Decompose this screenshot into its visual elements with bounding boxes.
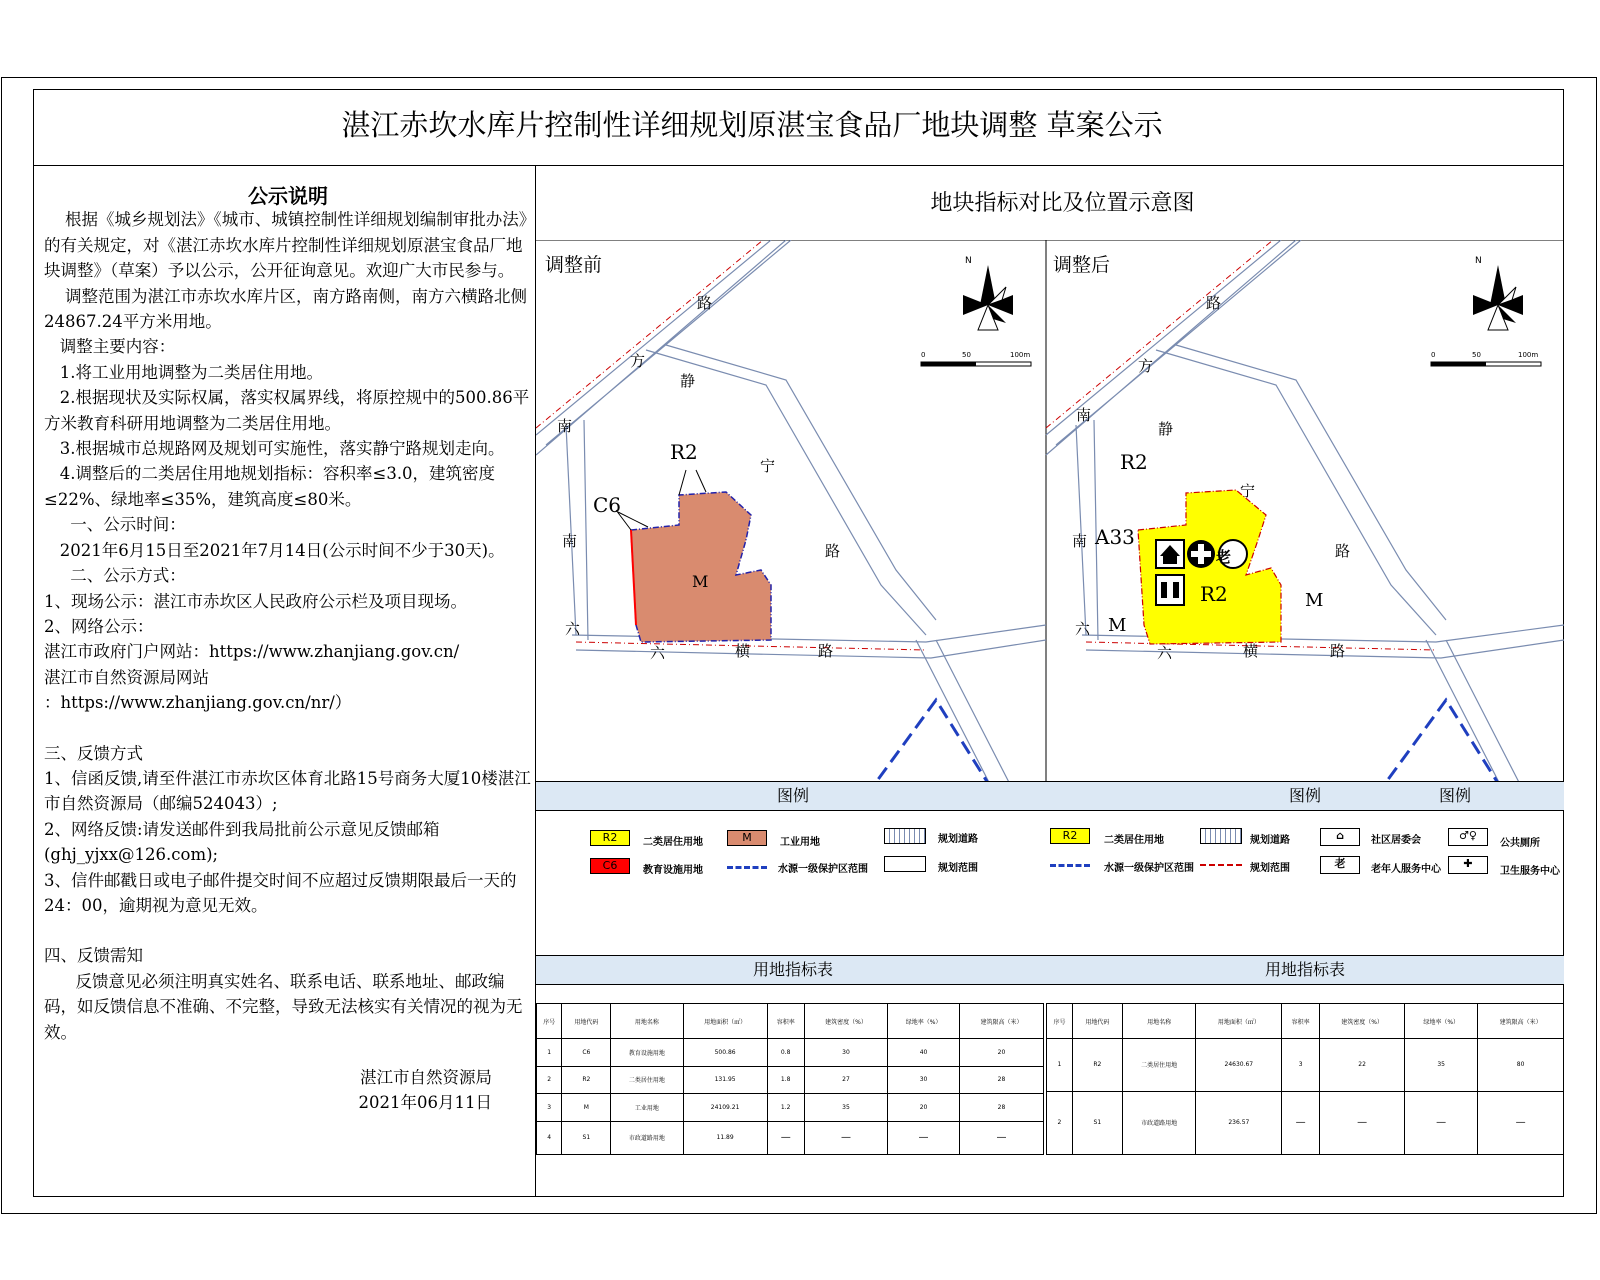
table-cell: 236.57 bbox=[1196, 1091, 1282, 1154]
map-before-label: 调整前 bbox=[545, 254, 603, 276]
road-char: 六 bbox=[1075, 620, 1091, 638]
table-cell: 30 bbox=[804, 1039, 887, 1067]
table-cell: C6 bbox=[562, 1039, 611, 1067]
table-cell: 22 bbox=[1320, 1039, 1405, 1092]
health-icon bbox=[1187, 540, 1215, 568]
right-section-title: 地块指标对比及位置示意图 bbox=[930, 191, 1195, 216]
table-header-cell: 用地名称 bbox=[611, 1004, 683, 1039]
notice-paragraph: 2.根据现状及实际权属，落实权属界线，将原控规中的500.86平方米教育科研用地调整为二类居住用地。 bbox=[44, 388, 530, 433]
notice-paragraph: 三、反馈方式 bbox=[44, 743, 143, 763]
zone-label: A33 bbox=[1095, 525, 1135, 549]
notice-paragraph: 2、网络公示： bbox=[44, 616, 154, 636]
table-cell: 3 bbox=[1282, 1039, 1320, 1092]
legend-swatch: R2 bbox=[590, 830, 630, 846]
table-cell: 1.8 bbox=[767, 1066, 804, 1094]
table-cell: 11.89 bbox=[683, 1121, 767, 1154]
notice-paragraph: 1.将工业用地调整为二类居住用地。 bbox=[44, 362, 323, 382]
notice-heading: 公示说明 bbox=[248, 184, 328, 208]
road-char: 路 bbox=[697, 294, 713, 312]
signature-org: 湛江市自然资源局 bbox=[360, 1068, 492, 1087]
table-cell: 二类居住用地 bbox=[1122, 1039, 1196, 1092]
table-cell: 500.86 bbox=[683, 1039, 767, 1067]
signature-date: 2021年06月11日 bbox=[358, 1093, 492, 1113]
road-legend-icon bbox=[884, 828, 926, 844]
table-cell: 2 bbox=[537, 1066, 562, 1094]
scale-label: 50 bbox=[962, 351, 971, 359]
table-header-row bbox=[537, 1004, 1044, 1039]
table-cell: 1 bbox=[1047, 1039, 1073, 1092]
notice-paragraph: 1、现场公示：湛江市赤坎区人民政府公示栏及项目现场。 bbox=[44, 591, 467, 611]
legend-text: 规划范围 bbox=[1250, 863, 1290, 874]
table-cell: 市政道路用地 bbox=[1122, 1091, 1196, 1154]
legend-title: 图例 bbox=[776, 786, 809, 805]
page-title: 湛江赤坎水库片控制性详细规划原湛宝食品厂地块调整 草案公示 bbox=[341, 108, 1163, 142]
indicator-table-before bbox=[536, 1003, 1044, 1155]
table-cell: 2 bbox=[1047, 1091, 1073, 1154]
table-header-cell: 建筑密度（%） bbox=[1320, 1004, 1405, 1039]
legend-text: 规划道路 bbox=[1250, 835, 1290, 846]
map-before bbox=[536, 240, 1046, 796]
table-cell: R2 bbox=[1072, 1039, 1122, 1092]
notice-link[interactable]: ：https://www.zhanjiang.gov.cn/nr/） bbox=[44, 693, 352, 713]
legend-swatch: C6 bbox=[590, 858, 630, 874]
table-cell: — bbox=[959, 1121, 1043, 1154]
table-row bbox=[1047, 1091, 1564, 1154]
zone-label: R2 bbox=[670, 440, 698, 464]
table-cell: 1 bbox=[537, 1039, 562, 1067]
road-char: 六 bbox=[565, 620, 581, 638]
table-header-cell: 绿地率（%） bbox=[888, 1004, 960, 1039]
zone-label: C6 bbox=[593, 493, 622, 517]
road-char: 路 bbox=[825, 542, 841, 560]
community-legend-icon: ⌂ bbox=[1320, 828, 1360, 846]
road-char: 南 bbox=[1076, 406, 1092, 424]
table-row bbox=[537, 1121, 1044, 1154]
legend-text: 社区居委会 bbox=[1371, 835, 1421, 846]
community-icon bbox=[1156, 540, 1184, 568]
health-legend-icon: ✚ bbox=[1448, 856, 1488, 874]
water-boundary-legend-icon bbox=[1050, 864, 1090, 867]
road-char: 静 bbox=[680, 372, 696, 390]
notice-paragraph: 调整主要内容： bbox=[44, 337, 176, 357]
road-char: 六 bbox=[1157, 644, 1173, 662]
scale-label: 0 bbox=[1431, 351, 1436, 359]
north-arrow-icon bbox=[1473, 265, 1523, 330]
table-cell: 4 bbox=[537, 1121, 562, 1154]
table-cell: — bbox=[767, 1121, 804, 1154]
table-header-cell: 用地代码 bbox=[562, 1004, 611, 1039]
legend-title: 图例 bbox=[1438, 786, 1471, 805]
plan-boundary-legend-icon bbox=[1200, 864, 1242, 866]
table-cell: 28 bbox=[959, 1094, 1043, 1122]
road-char: 横 bbox=[1243, 642, 1259, 660]
table-cell: 1.2 bbox=[767, 1094, 804, 1122]
scale-label: 100m bbox=[1010, 351, 1031, 359]
notice-paragraph bbox=[44, 1045, 532, 1065]
road-char: 宁 bbox=[1240, 482, 1256, 500]
north-arrow-icon bbox=[963, 265, 1013, 330]
notice-paragraph: 根据《城乡规划法》《城市、城镇控制性详细规划编制审批办法》的有关规定，对《湛江赤坎水库片控制性详细规划原湛宝食品厂地块调整》（草案）予以公示，公开征询意见。欢迎广大市民参与。 bbox=[44, 210, 527, 281]
notice-paragraph bbox=[44, 918, 532, 943]
table-cell: 教育设施用地 bbox=[611, 1039, 683, 1067]
notice-paragraph bbox=[44, 716, 532, 741]
map-after-label: 调整后 bbox=[1053, 254, 1111, 276]
plan-boundary-legend-icon bbox=[884, 856, 926, 872]
map-after bbox=[1046, 240, 1564, 796]
table-header-cell: 建筑限高（米） bbox=[959, 1004, 1043, 1039]
table-cell: 24109.21 bbox=[683, 1094, 767, 1122]
road-char: 路 bbox=[1206, 294, 1222, 312]
table-header-cell: 序号 bbox=[1047, 1004, 1073, 1039]
elderly-icon-label: 老 bbox=[1216, 548, 1232, 566]
table-cell: 35 bbox=[1405, 1039, 1478, 1092]
table-cell: 131.95 bbox=[683, 1066, 767, 1094]
road-char: 南 bbox=[557, 417, 573, 435]
legend-text: 二类居住用地 bbox=[643, 837, 703, 848]
notice-paragraph: 调整范围为湛江市赤坎水库片区，南方路南侧，南方六横路北侧24867.24平方米用地。 bbox=[44, 286, 527, 332]
north-label: N bbox=[1475, 256, 1482, 266]
legend-swatch: R2 bbox=[1050, 828, 1090, 844]
road-legend-icon bbox=[1200, 828, 1242, 844]
table-cell: — bbox=[1282, 1091, 1320, 1154]
road-char: 路 bbox=[818, 642, 834, 660]
table-cell: 20 bbox=[888, 1094, 960, 1122]
notice-link[interactable]: 湛江市政府门户网站：https://www.zhanjiang.gov.cn/ bbox=[44, 642, 460, 662]
road-char: 静 bbox=[1158, 420, 1174, 438]
comparison-maps bbox=[536, 240, 1564, 796]
table-header-cell: 用地代码 bbox=[1072, 1004, 1122, 1039]
table-cell: M bbox=[562, 1094, 611, 1122]
table-title: 用地指标表 bbox=[752, 960, 833, 979]
road-char: 路 bbox=[1330, 642, 1346, 660]
scale-label: 0 bbox=[921, 351, 926, 359]
legend-title: 图例 bbox=[1288, 786, 1321, 805]
legend-text: 二类居住用地 bbox=[1104, 835, 1164, 846]
table-cell: — bbox=[888, 1121, 960, 1154]
table-cell: 市政道路用地 bbox=[611, 1121, 683, 1154]
table-row bbox=[1047, 1039, 1564, 1092]
table-header-cell: 建筑限高（米） bbox=[1478, 1004, 1564, 1039]
table-cell: 28 bbox=[959, 1066, 1043, 1094]
table-cell: 3 bbox=[537, 1094, 562, 1122]
table-cell: 24630.67 bbox=[1196, 1039, 1282, 1092]
table-header-cell: 用地面积（㎡） bbox=[1196, 1004, 1282, 1039]
legend-text: 教育设施用地 bbox=[643, 865, 703, 876]
legend-text: 水源一级保护区范围 bbox=[778, 864, 868, 875]
table-header-cell: 用地名称 bbox=[1122, 1004, 1196, 1039]
title-divider bbox=[33, 165, 1564, 166]
table-row bbox=[537, 1094, 1044, 1122]
road-char: 方 bbox=[630, 352, 646, 370]
table-cell: S1 bbox=[562, 1121, 611, 1154]
elderly-legend-icon: 老 bbox=[1320, 856, 1360, 874]
legend-text: 规划范围 bbox=[938, 863, 978, 874]
table-header-cell: 用地面积（㎡） bbox=[683, 1004, 767, 1039]
scale-label: 50 bbox=[1472, 351, 1481, 359]
scale-label: 100m bbox=[1518, 351, 1539, 359]
legend-swatch: M bbox=[727, 830, 767, 846]
water-boundary-legend-icon bbox=[727, 866, 767, 869]
legend-text: 工业用地 bbox=[780, 837, 820, 848]
road-char: 横 bbox=[735, 642, 751, 660]
table-title: 用地指标表 bbox=[1264, 960, 1345, 979]
table-cell: 40 bbox=[888, 1039, 960, 1067]
table-cell: 30 bbox=[888, 1066, 960, 1094]
legend-text: 规划道路 bbox=[938, 834, 978, 845]
legend-text: 卫生服务中心 bbox=[1500, 866, 1560, 877]
table-cell: S1 bbox=[1072, 1091, 1122, 1154]
table-row bbox=[537, 1039, 1044, 1067]
zone-label: M bbox=[692, 572, 709, 591]
table-cell: 80 bbox=[1478, 1039, 1564, 1092]
notice-paragraph: 3.根据城市总规路网及规划可实施性，落实静宁路规划走向。 bbox=[44, 439, 505, 459]
table-cell: — bbox=[1478, 1091, 1564, 1154]
table-cell: 35 bbox=[804, 1094, 887, 1122]
table-header-cell: 序号 bbox=[537, 1004, 562, 1039]
zone-label: R2 bbox=[1120, 450, 1148, 474]
legend-text: 公共厕所 bbox=[1500, 838, 1540, 849]
notice-paragraph: 反馈意见必须注明真实姓名、联系电话、联系地址、邮政编码，如反馈信息不准确、不完整，导致无法核实有关情况的视为无效。 bbox=[44, 971, 523, 1042]
notice-paragraph: 2021年6月15日至2021年7月14日(公示时间不少于30天)。 bbox=[44, 540, 505, 560]
road-char: 六 bbox=[650, 644, 666, 662]
notice-panel bbox=[44, 184, 532, 1116]
notice-paragraph: 湛江市自然资源局网站 bbox=[44, 667, 209, 687]
toilet-icon bbox=[1156, 575, 1184, 605]
table-header-row bbox=[1047, 1004, 1564, 1039]
road-char: 方 bbox=[1138, 357, 1154, 375]
table-cell: 27 bbox=[804, 1066, 887, 1094]
toilet-legend-icon: ♂♀ bbox=[1448, 828, 1488, 846]
notice-paragraph: 一、公示时间： bbox=[44, 515, 186, 535]
road-char: 南 bbox=[562, 532, 578, 550]
north-label: N bbox=[965, 256, 972, 266]
zone-label: M bbox=[1305, 590, 1324, 611]
table-cell: 20 bbox=[959, 1039, 1043, 1067]
table-cell: 二类居住用地 bbox=[611, 1066, 683, 1094]
notice-paragraph: 4.调整后的二类居住用地规划指标：容积率≤3.0，建筑密度≤22%、绿地率≤35%，建筑高度≤80米。 bbox=[44, 464, 496, 509]
road-char: 南 bbox=[1072, 532, 1088, 550]
table-row bbox=[537, 1066, 1044, 1094]
road-char: 宁 bbox=[760, 457, 776, 475]
indicator-table-after bbox=[1046, 1003, 1564, 1155]
notice-paragraph: 2、网络反馈:请发送邮件到我局批前公示意见反馈邮箱(ghj_yjxx@126.com); bbox=[44, 819, 440, 865]
notice-paragraph: 1、信函反馈,请至件湛江市赤坎区体育北路15号商务大厦10楼湛江市自然资源局（邮编524043）; bbox=[44, 768, 531, 814]
table-cell: 工业用地 bbox=[611, 1094, 683, 1122]
legend-text: 水源一级保护区范围 bbox=[1104, 863, 1194, 874]
table-header-cell: 绿地率（%） bbox=[1405, 1004, 1478, 1039]
road-char: 路 bbox=[1335, 542, 1351, 560]
table-cell: — bbox=[1320, 1091, 1405, 1154]
notice-paragraph: 3、信件邮戳日或电子邮件提交时间不应超过反馈期限最后一天的24：00，逾期视为意见无效。 bbox=[44, 870, 517, 915]
table-header-cell: 容积率 bbox=[767, 1004, 804, 1039]
notice-paragraph: 二、公示方式： bbox=[44, 566, 186, 586]
table-header-cell: 容积率 bbox=[1282, 1004, 1320, 1039]
zone-label: R2 bbox=[1200, 582, 1228, 606]
table-cell: R2 bbox=[562, 1066, 611, 1094]
table-cell: — bbox=[804, 1121, 887, 1154]
notice-paragraph: 四、反馈需知 bbox=[44, 946, 143, 966]
legend-text: 老年人服务中心 bbox=[1371, 864, 1441, 875]
table-header-cell: 建筑密度（%） bbox=[804, 1004, 887, 1039]
zone-label: M bbox=[1108, 615, 1127, 636]
table-cell: 0.8 bbox=[767, 1039, 804, 1067]
table-cell: — bbox=[1405, 1091, 1478, 1154]
